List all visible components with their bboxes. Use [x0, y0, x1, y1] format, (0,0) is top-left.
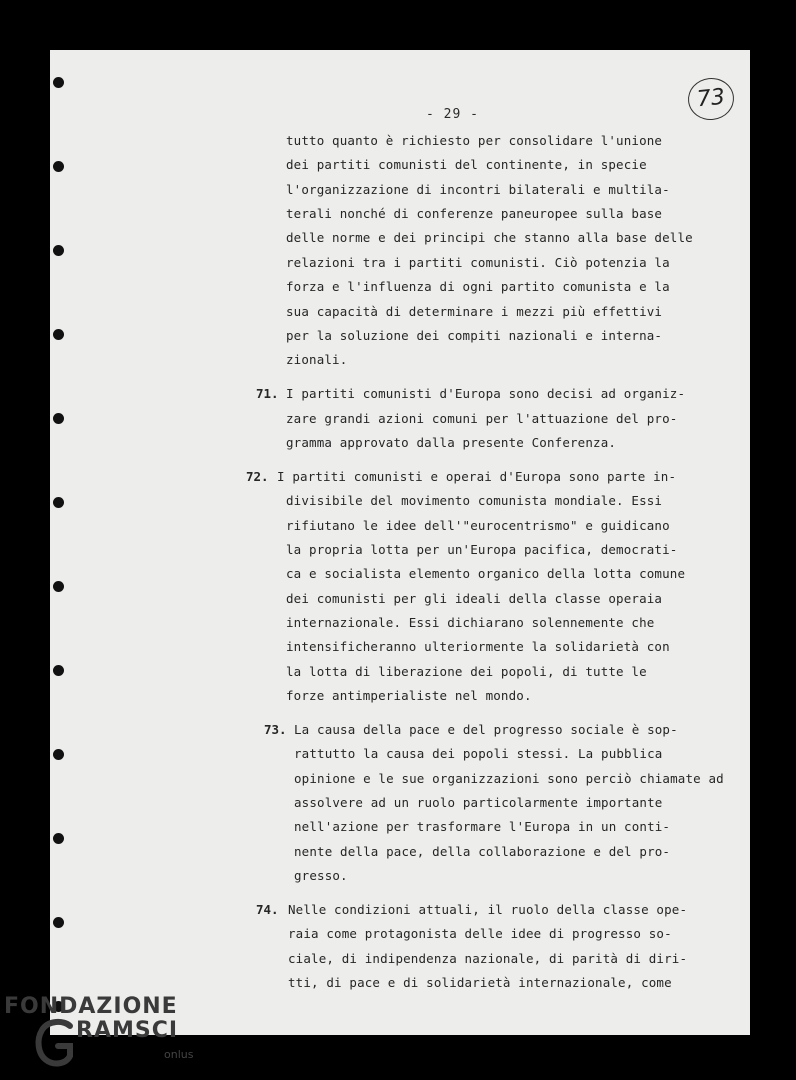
text-line: I partiti comunisti d'Europa sono decisi ad organiz- — [286, 386, 686, 401]
text-line: dei comunisti per gli ideali della classe operaia — [286, 591, 663, 606]
punch-hole — [53, 77, 64, 88]
archive-number-handwritten: 73 — [686, 76, 736, 123]
punch-hole — [53, 413, 64, 424]
punch-hole — [53, 161, 64, 172]
text-line: dei partiti comunisti del continente, in specie — [286, 157, 647, 172]
text-line: delle norme e dei principi che stanno alla base delle — [286, 230, 693, 245]
punch-hole — [53, 665, 64, 676]
watermark-logo — [4, 990, 204, 1080]
text-line: zare grandi azioni comuni per l'attuazione del pro- — [286, 411, 678, 426]
text-line: la lotta di liberazione dei popoli, di tutte le — [286, 664, 647, 679]
page-number: - 29 - — [426, 107, 479, 122]
text-line: nente della pace, della collaborazione e del pro- — [294, 844, 671, 859]
text-line: sua capacità di determinare i mezzi più effettivi — [286, 304, 663, 319]
text-line: l'organizzazione di incontri bilaterali e multila- — [286, 182, 670, 197]
text-line: relazioni tra i partiti comunisti. Ciò potenzia la — [286, 255, 670, 270]
punch-hole — [53, 749, 64, 760]
text-line: ca e socialista elemento organico della lotta comune — [286, 566, 686, 581]
text-line: ciale, di indipendenza nazionale, di parità di diri- — [288, 951, 688, 966]
paragraph-number: 74. — [256, 902, 279, 917]
punch-hole — [53, 245, 64, 256]
text-line: per la soluzione dei compiti nazionali e interna- — [286, 328, 663, 343]
punch-hole — [53, 329, 64, 340]
watermark-line-3: onlus — [164, 1048, 194, 1061]
paragraph-number: 73. — [264, 722, 287, 737]
text-line: La causa della pace e del progresso sociale è sop- — [294, 722, 678, 737]
paragraph-number: 72. — [246, 469, 269, 484]
punch-hole — [53, 581, 64, 592]
watermark-line-2: RAMSCI — [76, 1018, 179, 1043]
text-line: tutto quanto è richiesto per consolidare l'unione — [286, 133, 663, 148]
paragraph-number: 71. — [256, 386, 279, 401]
text-line: forze antimperialiste nel mondo. — [286, 688, 532, 703]
text-line: tti, di pace e di solidarietà internazionale, come — [288, 975, 672, 990]
text-line: rifiutano le idee dell'"eurocentrismo" e guidicano — [286, 518, 670, 533]
text-line: zionali. — [286, 352, 348, 367]
text-line: divisibile del movimento comunista mondiale. Essi — [286, 493, 663, 508]
text-line: gramma approvato dalla presente Conferenza. — [286, 435, 617, 450]
text-line: terali nonché di conferenze paneuropee sulla base — [286, 206, 663, 221]
gramsci-g-logo-icon — [34, 1018, 78, 1070]
punch-hole — [53, 833, 64, 844]
text-line: opinione e le sue organizzazioni sono perciò chiamate ad — [294, 771, 724, 786]
watermark-line-1: FONDAZIONE — [4, 994, 178, 1019]
text-line: forza e l'influenza di ogni partito comunista e la — [286, 279, 670, 294]
text-line: I partiti comunisti e operai d'Europa sono parte in- — [277, 469, 677, 484]
text-line: rattutto la causa dei popoli stessi. La pubblica — [294, 746, 663, 761]
text-line: raia come protagonista delle idee di progresso so- — [288, 926, 672, 941]
punch-hole — [53, 917, 64, 928]
text-line: gresso. — [294, 868, 348, 883]
text-line: internazionale. Essi dichiarano solennemente che — [286, 615, 655, 630]
text-line: assolvere ad un ruolo particolarmente importante — [294, 795, 663, 810]
text-line: nell'azione per trasformare l'Europa in un conti- — [294, 819, 671, 834]
punch-hole — [53, 497, 64, 508]
text-line: Nelle condizioni attuali, il ruolo della classe ope- — [288, 902, 688, 917]
text-line: la propria lotta per un'Europa pacifica, democrati- — [286, 542, 678, 557]
text-line: intensificheranno ulteriormente la solidarietà con — [286, 639, 670, 654]
